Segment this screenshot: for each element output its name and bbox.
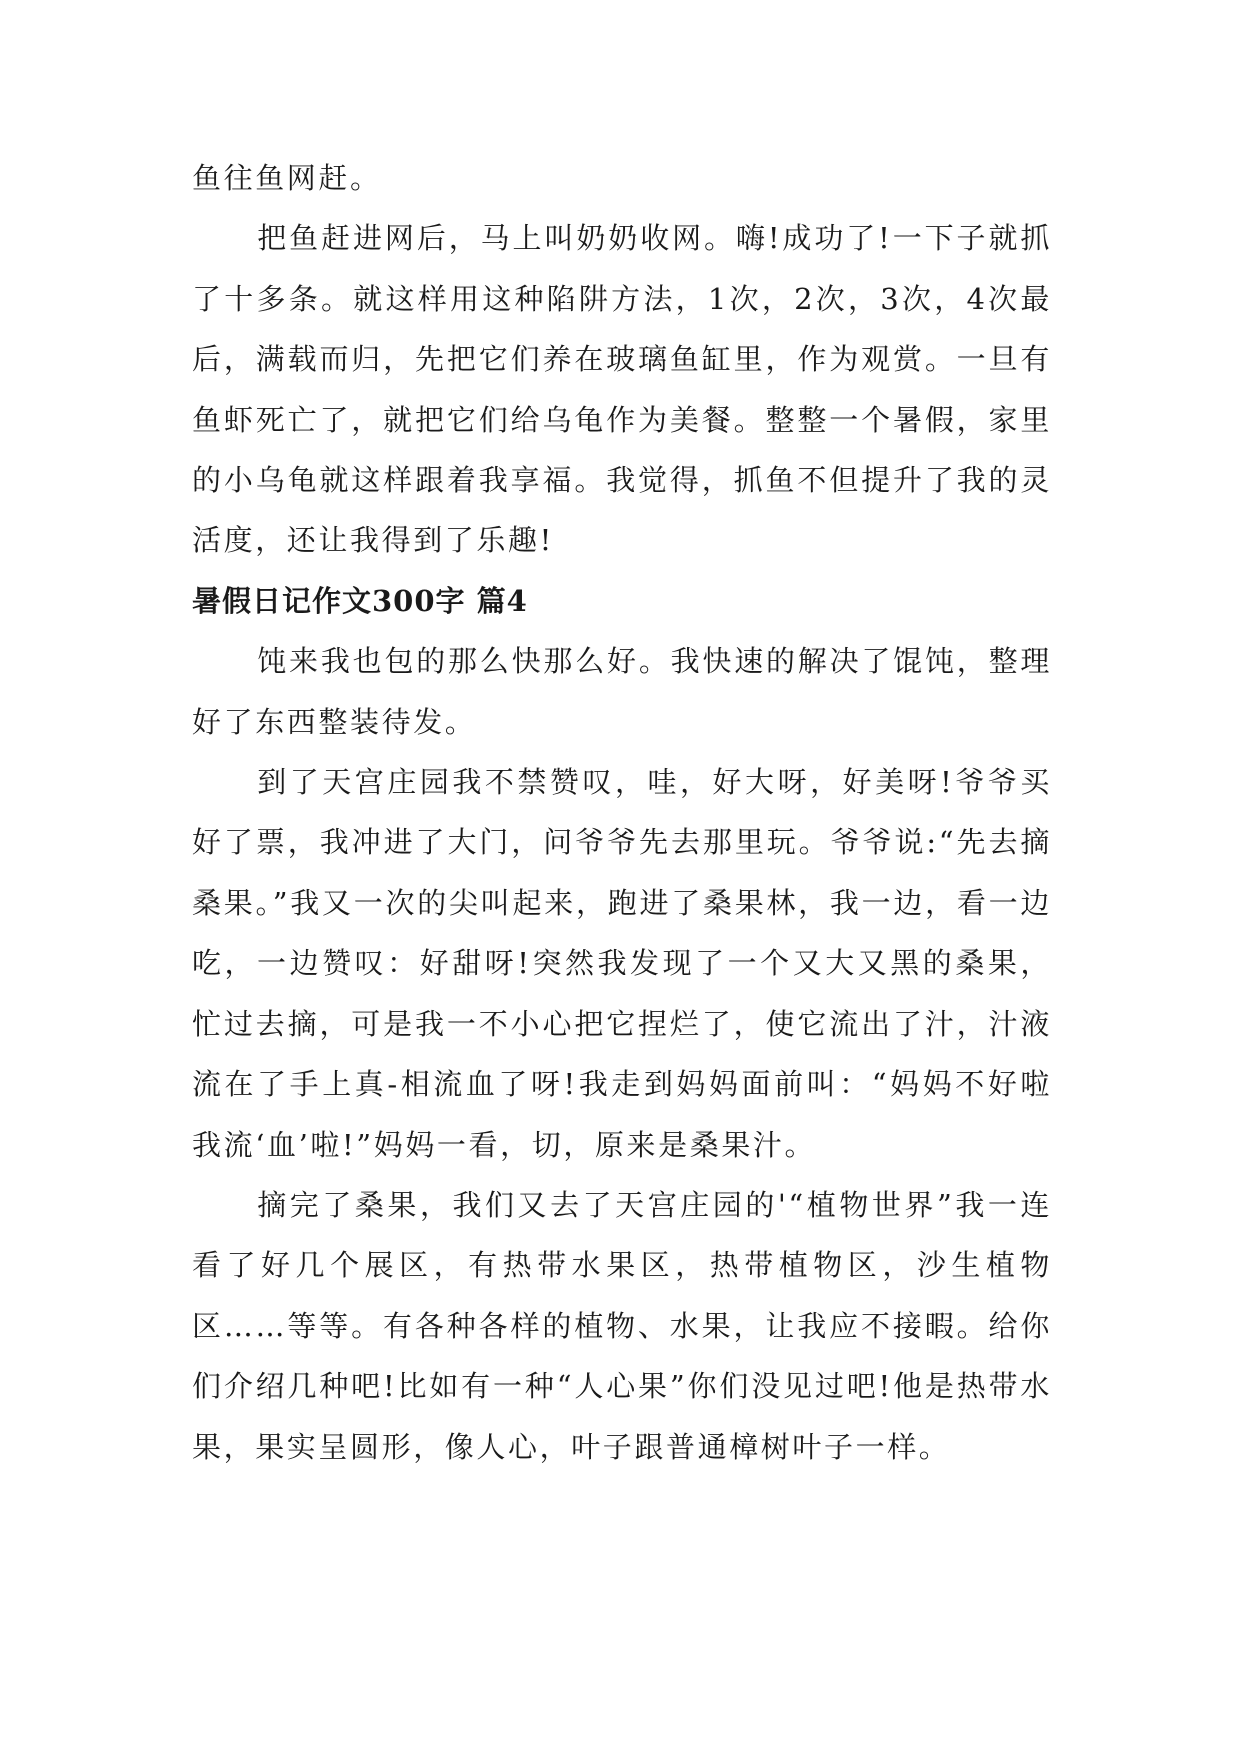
document-page: [192, 148, 1052, 1477]
paragraph-continuation: 鱼往鱼网赶。: [192, 161, 382, 195]
paragraph-fishing-success: 把鱼赶进网后，马上叫奶奶收网。嗨!成功了!一下子就抓了十多条。就这样用这种陷阱方法，1次，2次，3次，4次最后，满载而归，先把它们养在玻璃鱼缸里，作为观赏。一旦有鱼虾死亡了，就把它们给乌龟作为美餐。整整一个暑假，家里的小乌龟就这样跟着我享福。我觉得，抓鱼不但提升了我的灵活度，还让我得到了乐趣!: [192, 221, 1052, 558]
section-heading: 暑假日记作文300字 篇4: [192, 583, 528, 618]
paragraph-wonton: 饨来我也包的那么快那么好。我快速的解决了馄饨，整理好了东西整装待发。: [192, 644, 1052, 739]
paragraph-mulberry: 到了天宫庄园我不禁赞叹，哇，好大呀，好美呀!爷爷买好了票，我冲进了大门，问爷爷先去那里玩。爷爷说:“先去摘桑果。”我又一次的尖叫起来，跑进了桑果林，我一边，看一边吃，一边赞叹：好甜呀!突然我发现了一个又大又黑的桑果，忙过去摘，可是我一不小心把它捏烂了，使它流出了汁，汁液流在了手上真-相流血了呀!我走到妈妈面前叫：“妈妈不好啦我流‘血’啦!”妈妈一看，切，原来是桑果汁。: [192, 765, 1052, 1162]
paragraph-plant-world: 摘完了桑果，我们又去了天宫庄园的'“植物世界”我一连看了好几个展区，有热带水果区，热带植物区，沙生植物区……等等。有各种各样的植物、水果，让我应不接暇。给你们介绍几种吧!比如有一种“人心果”你们没见过吧!他是热带水果，果实呈圆形，像人心，叶子跟普通樟树叶子一样。: [192, 1187, 1052, 1464]
